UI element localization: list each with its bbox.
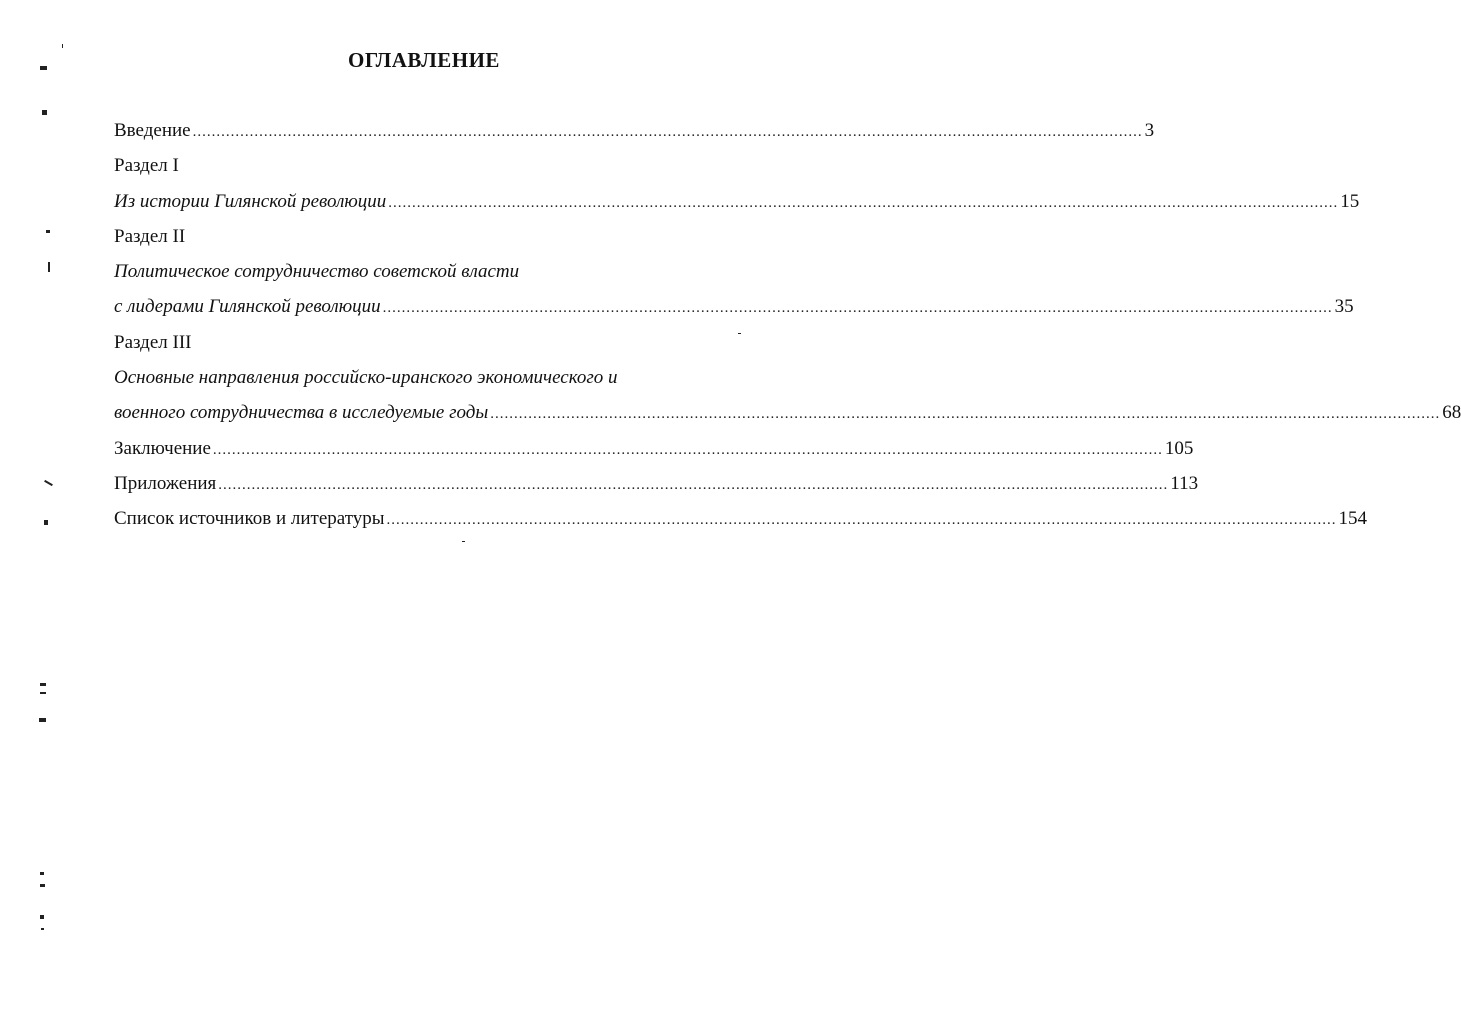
- section-heading: Раздел II: [114, 225, 186, 247]
- toc-entry-sources[interactable]: [114, 504, 1368, 539]
- scan-speck: [39, 718, 46, 722]
- scan-speck: [44, 480, 53, 486]
- scan-speck: [40, 66, 47, 70]
- toc-section-heading-3: [114, 328, 706, 363]
- dot-leader: ........................................................................................................................................................................................................: [490, 406, 1441, 423]
- toc-section-heading-2: [114, 222, 706, 257]
- scan-speck: [40, 692, 46, 694]
- toc-page-number: 68: [1442, 402, 1461, 424]
- toc-entry-section-2-line-1: [114, 257, 706, 292]
- toc-entry-intro[interactable]: [114, 116, 1155, 151]
- toc-entry-label: Политическое сотрудничество советской власти: [114, 261, 520, 283]
- dot-leader: ........................................................................................................................................................................................................: [388, 194, 1339, 211]
- toc-page-number: 113: [1170, 472, 1199, 494]
- scan-speck: [738, 333, 741, 334]
- toc-entry-label: военного сотрудничества в исследуемые годы: [114, 402, 489, 424]
- toc-entry-label: с лидерами Гилянской революции: [114, 296, 381, 318]
- scan-speck: [40, 872, 44, 875]
- scan-speck: [48, 262, 50, 272]
- toc-entry-appendices[interactable]: [114, 469, 1199, 504]
- toc-page-number: 35: [1334, 296, 1354, 318]
- toc-page-number: 105: [1164, 437, 1194, 459]
- toc-entry-section-3[interactable]: [114, 398, 1461, 433]
- scan-speck: [62, 44, 63, 48]
- scan-speck: [42, 110, 47, 115]
- toc-page-number: 3: [1144, 120, 1155, 141]
- scan-speck: [44, 520, 48, 525]
- dot-leader: ........................................................................................................................................................................................................: [386, 512, 1337, 529]
- scan-speck: [40, 884, 45, 887]
- scan-speck: [40, 915, 44, 919]
- toc-entry-label: Из истории Гилянской революции: [114, 190, 387, 212]
- toc-page-number: 15: [1340, 190, 1360, 212]
- toc-page-number: 154: [1338, 508, 1368, 530]
- section-heading: Раздел I: [114, 155, 179, 177]
- toc-entry-label: Приложения: [114, 472, 217, 494]
- toc-entry-section-1[interactable]: [114, 187, 1360, 222]
- scan-speck: [41, 928, 44, 930]
- page-title: ОГЛАВЛЕНИЕ: [348, 48, 500, 72]
- section-heading: Раздел III: [114, 331, 192, 353]
- dot-leader: ........................................................................................................................................................................................................: [192, 124, 1143, 140]
- toc-entry-section-2[interactable]: [114, 292, 1354, 327]
- dot-leader: ........................................................................................................................................................................................................: [382, 300, 1333, 317]
- toc-entry-conclusion[interactable]: [114, 434, 1194, 469]
- scan-speck: [46, 230, 50, 233]
- dot-leader: ........................................................................................................................................................................................................: [212, 441, 1163, 458]
- toc-entry-label: Список источников и литературы: [114, 508, 385, 530]
- dot-leader: ........................................................................................................................................................................................................: [218, 476, 1169, 493]
- toc-section-heading-1: [114, 151, 706, 186]
- toc-entry-label: Введение: [114, 120, 191, 141]
- scan-speck: [40, 683, 46, 686]
- scan-speck: [462, 541, 465, 542]
- toc-entry-label: Заключение: [114, 437, 211, 459]
- toc-entry-section-3-line-1: [114, 363, 706, 398]
- toc-entry-label: Основные направления российско-иранского экономического и: [114, 367, 618, 389]
- table-of-contents: [114, 116, 1461, 540]
